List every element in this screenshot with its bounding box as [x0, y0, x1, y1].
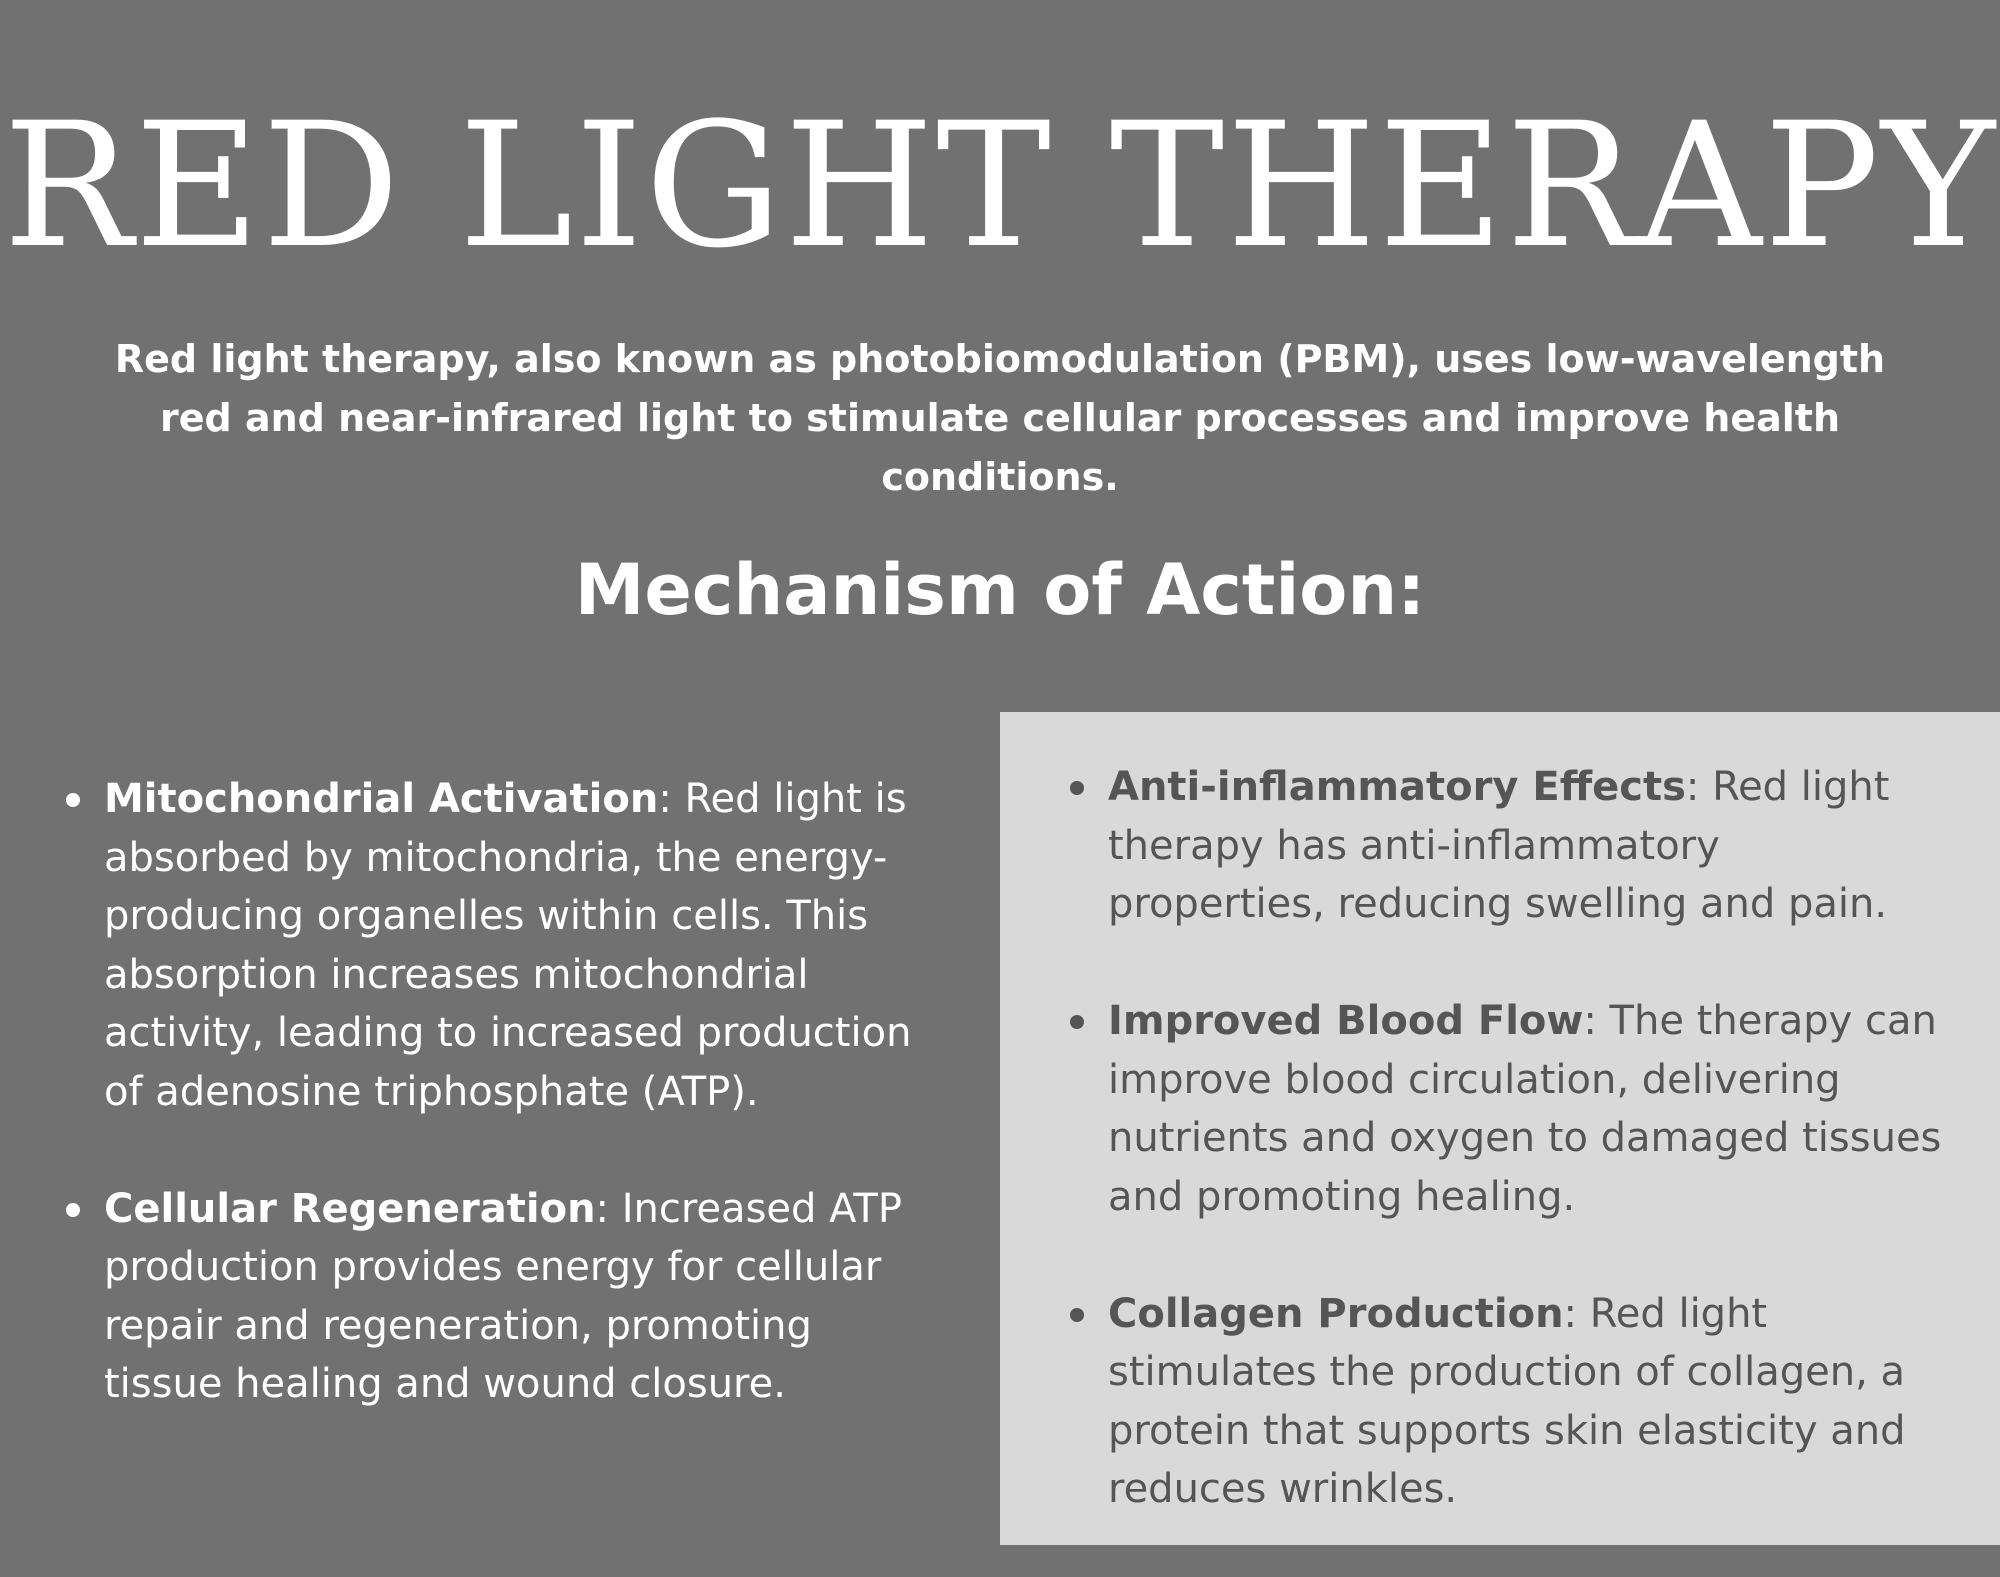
item-description: : Red light is absorbed by mitochondria, the energy-producing organelles within cells. This absorption increases mitochondrial activity, leading to increased production of adenosine triphosphate (ATP).	[104, 776, 912, 1115]
item-description: : The therapy can improve blood circulation, delivering nutrients and oxygen to damaged tissues and promoting healing.	[1108, 998, 1942, 1220]
bullet-icon	[1070, 1308, 1084, 1322]
item-description: : Red light stimulates the production of collagen, a protein that supports skin elasticity and reduces wrinkles.	[1108, 1290, 1906, 1512]
item-term: Mitochondrial Activation	[104, 776, 659, 822]
page-title: RED LIGHT THERAPY	[3, 85, 1997, 286]
item-term: Anti-inflammatory Effects	[1108, 764, 1686, 810]
item-term: Collagen Production	[1108, 1290, 1564, 1337]
item-term: Improved Blood Flow	[1108, 998, 1584, 1044]
item-description: : Red light therapy has anti-inflammatory properties, reducing swelling and pain.	[1108, 764, 1890, 927]
bullet-icon	[66, 793, 80, 807]
list-item	[1064, 992, 1944, 1226]
item-description: : Increased ATP production provides energy for cellular repair and regeneration, promoting tissue healing and wound closure.	[104, 1185, 902, 1407]
list-item	[1064, 1285, 1944, 1519]
right-bullet-list	[1064, 758, 1944, 1577]
section-heading: Mechanism of Action:	[574, 549, 1426, 631]
list-item	[60, 1180, 920, 1414]
list-item	[60, 770, 920, 1121]
item-term: Cellular Regeneration	[104, 1185, 596, 1232]
bullet-icon	[1070, 781, 1084, 795]
bullet-icon	[66, 1203, 80, 1217]
list-item	[1064, 758, 1944, 934]
bullet-icon	[1070, 1015, 1084, 1029]
left-bullet-list	[60, 770, 920, 1472]
intro-paragraph: Red light therapy, also known as photobiomodulation (PBM), uses low-wavelength red and near-infrared light to stimulate cellular processes and improve health conditions.	[114, 337, 1886, 499]
